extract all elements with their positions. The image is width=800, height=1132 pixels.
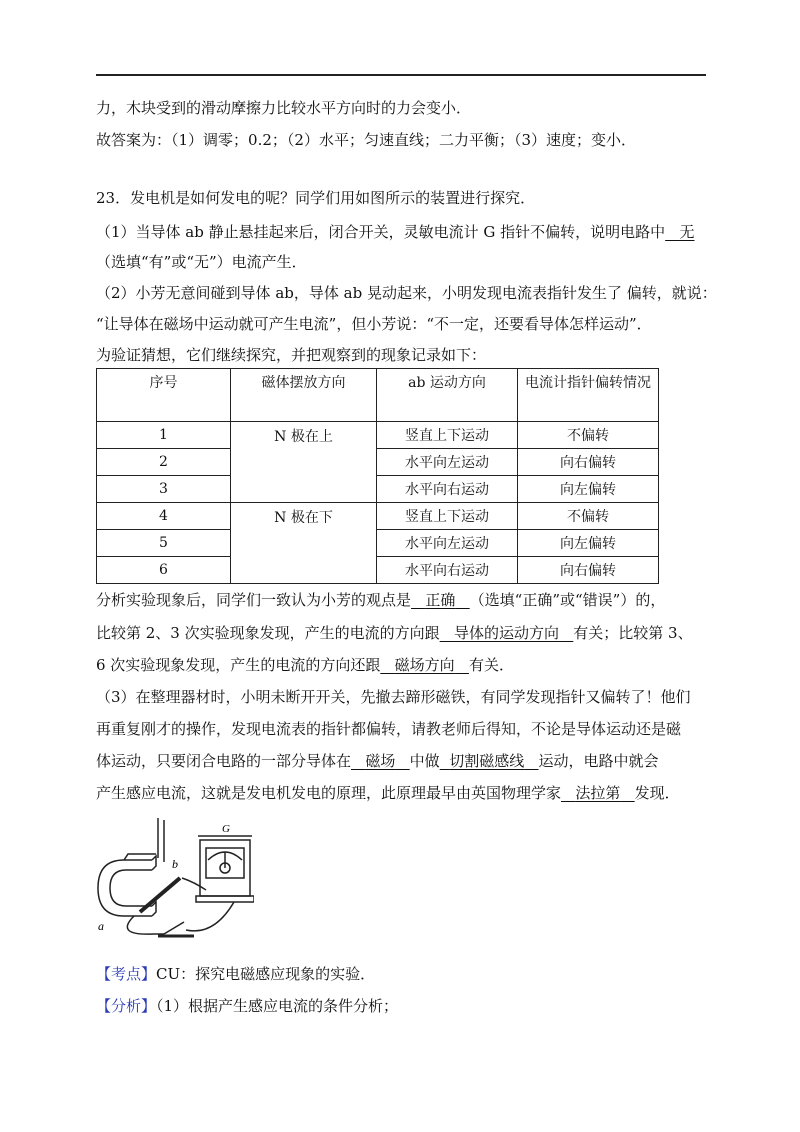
q-part3-line3: 体运动，只要闭合电路的一部分导体在 磁场 中做 切割磁感线 运动，电路中就会	[96, 752, 659, 770]
header-cell: ab 运动方向	[377, 369, 518, 422]
question-title: 23．发电机是如何发电的呢？同学们用如图所示的装置进行探究．	[96, 189, 536, 207]
figure-label-b: b	[172, 857, 178, 871]
fenxi-line	[96, 996, 398, 1016]
cell: 1	[97, 422, 231, 449]
answer-blank: 导体的运动方向	[453, 624, 559, 642]
cell: N 极在下	[231, 503, 377, 584]
cell: N 极在上	[231, 422, 377, 503]
text: （1）当导体 ab 静止悬挂起来后，闭合开关，灵敏电流计 G 指针不偏转，说明电路中	[96, 223, 666, 241]
cell: 竖直上下运动	[377, 503, 518, 530]
table-header-row	[97, 369, 659, 422]
kaodian-text: CU：探究电磁感应现象的实验．	[156, 965, 376, 983]
answer-blank: 磁场方向	[394, 656, 455, 674]
table-row	[97, 557, 659, 584]
q-part3-line2: 再重复刚才的操作，发现电流表的指针都偏转，请教老师后得知，不论是导体运动还是磁	[96, 720, 682, 738]
q-part2-line: （2）小芳无意间碰到导体 ab，导体 ab 晃动起来，小明发现电流表指针发生了 偏转，就说：	[96, 284, 717, 302]
q-part2-line3: 为验证猜想，它们继续探究，并把观察到的现象记录如下：	[96, 346, 487, 364]
experiment-table	[96, 368, 659, 584]
answer-line: 故答案为：（1）调零；0.2；（2）水平；匀速直线；二力平衡；（3）速度；变小．	[96, 131, 636, 149]
cell: 4	[97, 503, 231, 530]
table-row	[97, 449, 659, 476]
cell: 不偏转	[518, 422, 659, 449]
cell: 水平向左运动	[377, 530, 518, 557]
q-part1-line2: （选填“有”或“无”）电流产生．	[96, 253, 307, 271]
fenxi-text: （1）根据产生感应电流的条件分析；	[156, 997, 399, 1015]
q-part3-line1: （3）在整理器材时，小明未断开开关，先撤去蹄形磁铁，有同学发现指针又偏转了！他们	[96, 688, 691, 706]
cell: 5	[97, 530, 231, 557]
text-line: 力，木块受到的滑动摩擦力比较水平方向时的力会变小．	[96, 99, 472, 117]
cell: 3	[97, 476, 231, 503]
analysis-line2: 比较第 2、3 次实验现象发现，产生的电流的方向跟 导体的运动方向 有关；比较第 3、	[96, 624, 693, 642]
answer-blank: 正确	[425, 591, 456, 609]
generator-experiment-figure	[94, 818, 254, 946]
top-divider	[96, 74, 706, 76]
table-row	[97, 530, 659, 557]
table-row	[97, 503, 659, 530]
answer-blank: 切割磁感线	[449, 752, 525, 770]
answer-blank: 无	[679, 223, 695, 241]
analysis-line1: 分析实验现象后，同学们一致认为小芳的观点是 正确 （选填“正确”或“错误”）的，	[96, 591, 666, 609]
cell: 竖直上下运动	[377, 422, 518, 449]
header-cell: 序号	[97, 369, 231, 422]
cell: 水平向右运动	[377, 557, 518, 584]
cell: 2	[97, 449, 231, 476]
cell: 向左偏转	[518, 476, 659, 503]
figure-label-a: a	[98, 919, 104, 933]
fenxi-tag: 【分析】	[96, 997, 157, 1015]
answer-blank: 法拉第	[575, 784, 621, 802]
cell: 向右偏转	[518, 449, 659, 476]
answer-blank: 磁场	[365, 752, 396, 770]
q-part3-line4: 产生感应电流，这就是发电机发电的原理，此原理最早由英国物理学家 法拉第 发现．	[96, 784, 680, 802]
q-part1-line	[96, 222, 694, 242]
cell: 水平向右运动	[377, 476, 518, 503]
kaodian-line	[96, 964, 375, 984]
q-part2-line2: “让导体在磁场中运动就可产生电流”，但小芳说：“不一定，还要看导体怎样运动”．	[96, 315, 652, 333]
cell: 不偏转	[518, 503, 659, 530]
table-row	[97, 476, 659, 503]
cell: 水平向左运动	[377, 449, 518, 476]
kaodian-tag: 【考点】	[96, 965, 157, 983]
figure-label-g: G	[222, 823, 230, 835]
header-cell: 磁体摆放方向	[231, 369, 377, 422]
cell: 向右偏转	[518, 557, 659, 584]
cell: 向左偏转	[518, 530, 659, 557]
table-row	[97, 422, 659, 449]
cell: 6	[97, 557, 231, 584]
header-cell: 电流计指针偏转情况	[518, 369, 659, 422]
analysis-line3: 6 次实验现象发现，产生的电流的方向还跟 磁场方向 有关．	[96, 656, 514, 674]
